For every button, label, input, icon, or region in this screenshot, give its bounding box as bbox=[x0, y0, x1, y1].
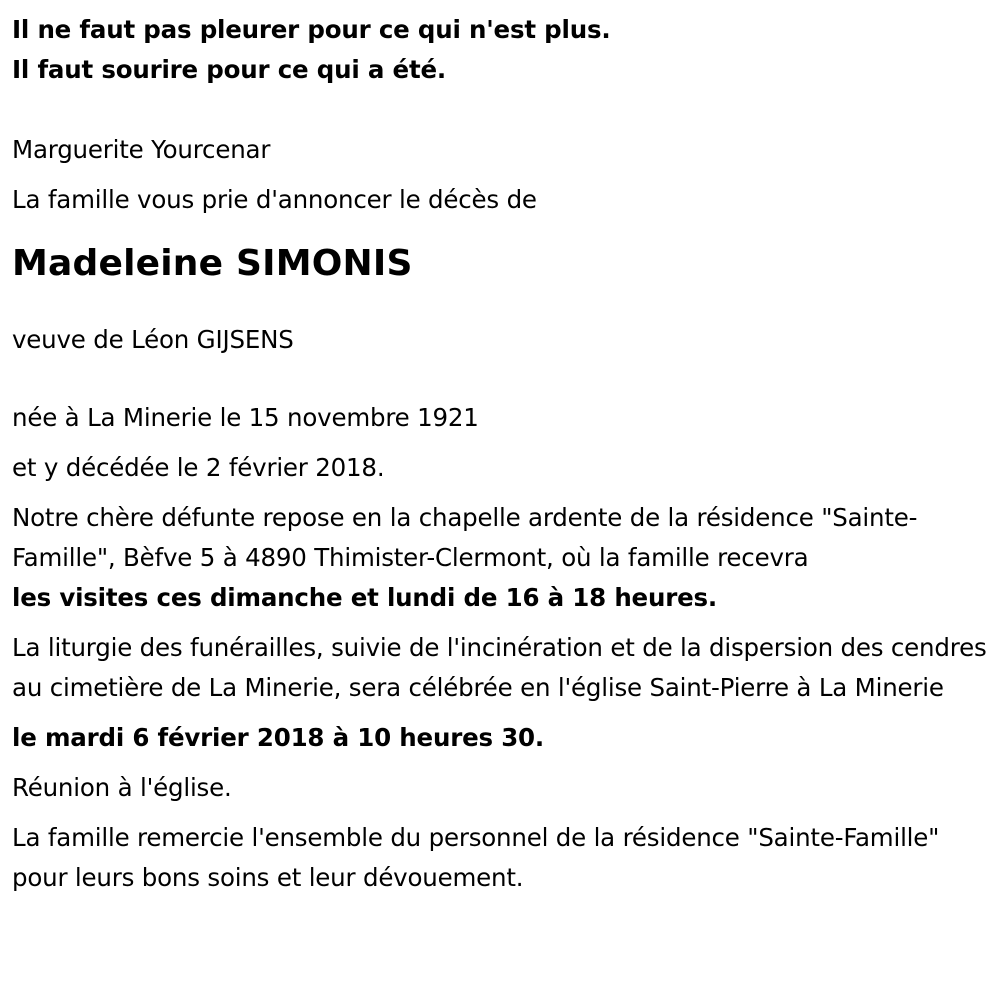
funeral-text: La liturgie des funérailles, suivie de l'incinération et de la dispersion des cendres au cimetière de La Minerie, sera célébrée en l'église Saint-Pierre à La Minerie bbox=[12, 633, 987, 702]
quote-line-2: Il faut sourire pour ce qui a été. bbox=[12, 55, 446, 84]
quote-line-1: Il ne faut pas pleurer pour ce qui n'est plus. bbox=[12, 15, 611, 44]
announcement-text: La famille vous prie d'annoncer le décès de bbox=[12, 185, 537, 214]
quote-author: Marguerite Yourcenar bbox=[12, 135, 271, 164]
thanks-text: La famille remercie l'ensemble du personnel de la résidence "Sainte-Famille" pour leurs bons soins et leur dévouement. bbox=[12, 823, 940, 892]
visitation-hours: les visites ces dimanche et lundi de 16 à 18 heures. bbox=[12, 583, 718, 612]
meeting-text: Réunion à l'église. bbox=[12, 773, 232, 802]
visitation-text: Notre chère défunte repose en la chapelle ardente de la résidence "Sainte-Famille", Bèfve 5 à 4890 Thimister-Clermont, où la famille recevra bbox=[12, 503, 918, 572]
birth-text: née à La Minerie le 15 novembre 1921 bbox=[12, 403, 479, 432]
spouse-text: veuve de Léon GIJSENS bbox=[12, 325, 294, 354]
death-text: et y décédée le 2 février 2018. bbox=[12, 453, 385, 482]
deceased-name: Madeleine SIMONIS bbox=[12, 243, 413, 284]
funeral-datetime: le mardi 6 février 2018 à 10 heures 30. bbox=[12, 723, 545, 752]
